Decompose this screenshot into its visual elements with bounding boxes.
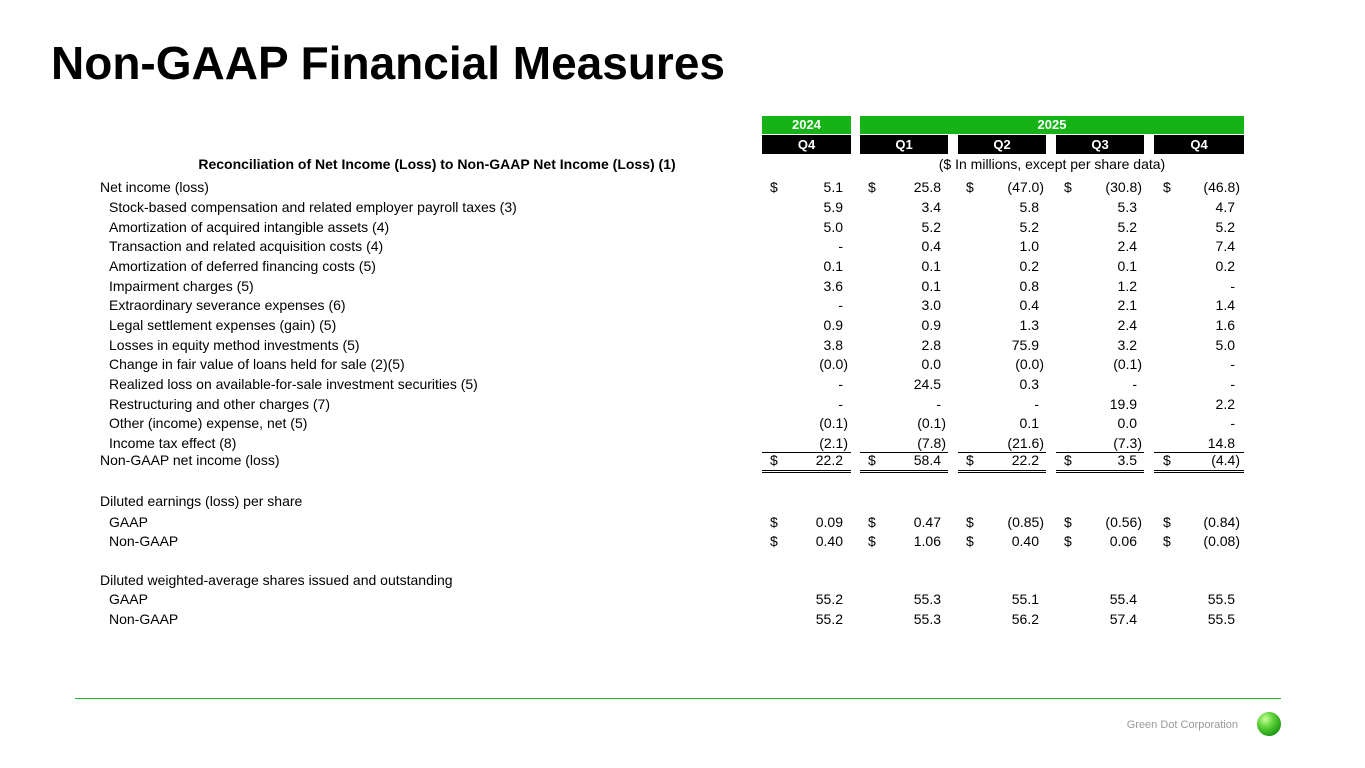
green-dot-logo-icon [1257, 712, 1281, 736]
row-label: Change in fair value of loans held for sale (2)(5) [109, 356, 405, 372]
cell-value: (0.1) [819, 415, 848, 431]
subtotal-underline [1056, 452, 1144, 453]
dollar-sign: $ [868, 179, 876, 195]
cell-value: 5.2 [1215, 219, 1235, 235]
table-row [0, 590, 1365, 609]
cell-value: 3.4 [921, 199, 941, 215]
cell-value: 57.4 [1109, 611, 1137, 627]
cell-value: 4.7 [1215, 199, 1235, 215]
cell-value: 0.1 [1117, 258, 1137, 274]
cell-value: (7.3) [1113, 435, 1142, 451]
row-label: Non-GAAP net income (loss) [100, 452, 280, 468]
row-label: Non-GAAP [109, 611, 179, 627]
table-row [0, 178, 1365, 197]
cell-value: (0.1) [917, 415, 946, 431]
cell-value: 58.4 [913, 452, 941, 468]
dollar-sign: $ [770, 514, 778, 530]
cell-value: (46.8) [1203, 179, 1240, 195]
row-label: Stock-based compensation and related employer payroll taxes (3) [109, 199, 517, 215]
cell-value: 3.8 [823, 337, 843, 353]
table-row [0, 492, 1365, 511]
cell-value: 1.0 [1019, 238, 1039, 254]
table-row [0, 610, 1365, 629]
dollar-sign: $ [770, 452, 778, 468]
row-label: Impairment charges (5) [109, 278, 254, 294]
cell-value: - [1230, 415, 1235, 431]
row-label: Non-GAAP [109, 533, 179, 549]
cell-value: 0.4 [1019, 297, 1039, 313]
row-label: Net income (loss) [100, 179, 209, 195]
cell-value: 0.1 [1019, 415, 1039, 431]
row-label: Realized loss on available-for-sale investment securities (5) [109, 376, 478, 392]
table-row [0, 395, 1365, 414]
cell-value: 55.5 [1207, 611, 1235, 627]
dollar-sign: $ [868, 533, 876, 549]
table-row [0, 375, 1365, 394]
row-label: Amortization of deferred financing costs (5) [109, 258, 376, 274]
cell-value: 5.9 [823, 199, 843, 215]
cell-value: 55.2 [815, 591, 843, 607]
table-row [0, 355, 1365, 374]
cell-value: 0.40 [1011, 533, 1039, 549]
row-label: Extraordinary severance expenses (6) [109, 297, 346, 313]
quarter-header-2025-q1: Q1 [860, 135, 948, 154]
cell-value: 5.0 [1215, 337, 1235, 353]
cell-value: 1.2 [1117, 278, 1137, 294]
cell-value: (0.56) [1105, 514, 1142, 530]
cell-value: 24.5 [913, 376, 941, 392]
row-label: Amortization of acquired intangible assets (4) [109, 219, 390, 235]
row-label: Losses in equity method investments (5) [109, 337, 360, 353]
cell-value: - [1230, 376, 1235, 392]
dollar-sign: $ [1064, 452, 1072, 468]
cell-value: 5.1 [823, 179, 843, 195]
subtotal-underline [958, 452, 1046, 453]
row-label: Restructuring and other charges (7) [109, 396, 330, 412]
cell-value: 22.2 [815, 452, 843, 468]
total-double-underline [1056, 470, 1144, 473]
total-double-underline [958, 470, 1046, 473]
row-label: Other (income) expense, net (5) [109, 415, 308, 431]
row-label: Diluted earnings (loss) per share [100, 493, 303, 509]
cell-value: 55.5 [1207, 591, 1235, 607]
cell-value: 0.9 [823, 317, 843, 333]
cell-value: 3.5 [1117, 452, 1137, 468]
cell-value: 0.0 [1117, 415, 1137, 431]
cell-value: - [1132, 376, 1137, 392]
reconciliation-title: Reconciliation of Net Income (Loss) to Non-GAAP Net Income (Loss) (1) [198, 156, 676, 172]
quarter-header-2025-q3: Q3 [1056, 135, 1144, 154]
cell-value: (0.0) [1015, 356, 1044, 372]
quarter-header-2024-q4: Q4 [762, 135, 851, 154]
cell-value: 55.2 [815, 611, 843, 627]
cell-value: 14.8 [1207, 435, 1235, 451]
cell-value: 0.1 [921, 258, 941, 274]
cell-value: 5.0 [823, 219, 843, 235]
cell-value: 1.6 [1215, 317, 1235, 333]
row-label: GAAP [109, 591, 148, 607]
dollar-sign: $ [770, 533, 778, 549]
cell-value: 5.8 [1019, 199, 1039, 215]
cell-value: 0.06 [1109, 533, 1137, 549]
quarter-header-2025-q2: Q2 [958, 135, 1046, 154]
cell-value: 7.4 [1215, 238, 1235, 254]
cell-value: 3.2 [1117, 337, 1137, 353]
cell-value: 2.2 [1215, 396, 1235, 412]
table-row [0, 296, 1365, 315]
cell-value: - [838, 396, 843, 412]
dollar-sign: $ [966, 514, 974, 530]
cell-value: - [838, 376, 843, 392]
cell-value: - [1230, 356, 1235, 372]
row-label: Legal settlement expenses (gain) (5) [109, 317, 337, 333]
table-row [0, 571, 1365, 590]
cell-value: 0.2 [1019, 258, 1039, 274]
cell-value: (21.6) [1007, 435, 1044, 451]
cell-value: 22.2 [1011, 452, 1039, 468]
cell-value: (2.1) [819, 435, 848, 451]
quarter-header-2025-q4: Q4 [1154, 135, 1244, 154]
total-double-underline [860, 470, 948, 473]
row-label: Transaction and related acquisition costs (4) [109, 238, 384, 254]
cell-value: 55.4 [1109, 591, 1137, 607]
cell-value: (47.0) [1007, 179, 1044, 195]
cell-value: (7.8) [917, 435, 946, 451]
dollar-sign: $ [1064, 514, 1072, 530]
total-double-underline [762, 470, 851, 473]
cell-value: 2.4 [1117, 238, 1137, 254]
cell-value: (4.4) [1211, 452, 1240, 468]
cell-value: (0.08) [1203, 533, 1240, 549]
cell-value: - [838, 238, 843, 254]
cell-value: 25.8 [913, 179, 941, 195]
cell-value: 0.47 [913, 514, 941, 530]
table-row [0, 336, 1365, 355]
table-row [0, 316, 1365, 335]
dollar-sign: $ [868, 452, 876, 468]
dollar-sign: $ [966, 452, 974, 468]
row-label: Income tax effect (8) [109, 435, 237, 451]
total-double-underline [1154, 470, 1244, 473]
footer-company-name: Green Dot Corporation [1126, 719, 1238, 731]
dollar-sign: $ [1163, 452, 1171, 468]
table-row [0, 218, 1365, 237]
table-row [0, 451, 1365, 470]
table-row [0, 237, 1365, 256]
subtotal-underline [860, 452, 948, 453]
dollar-sign: $ [868, 514, 876, 530]
cell-value: (0.85) [1007, 514, 1044, 530]
cell-value: 0.09 [815, 514, 843, 530]
cell-value: 55.1 [1011, 591, 1039, 607]
dollar-sign: $ [966, 179, 974, 195]
cell-value: 5.2 [1117, 219, 1137, 235]
cell-value: 0.0 [921, 356, 941, 372]
cell-value: 0.3 [1019, 376, 1039, 392]
year-header-2025: 2025 [860, 116, 1244, 134]
dollar-sign: $ [1064, 179, 1072, 195]
cell-value: 19.9 [1109, 396, 1137, 412]
cell-value: 5.2 [921, 219, 941, 235]
cell-value: 0.2 [1215, 258, 1235, 274]
cell-value: 56.2 [1011, 611, 1039, 627]
cell-value: 55.3 [913, 591, 941, 607]
table-row [0, 277, 1365, 296]
cell-value: (30.8) [1105, 179, 1142, 195]
table-row [0, 198, 1365, 217]
cell-value: 75.9 [1011, 337, 1039, 353]
cell-value: 0.40 [815, 533, 843, 549]
dollar-sign: $ [966, 533, 974, 549]
cell-value: 2.8 [921, 337, 941, 353]
dollar-sign: $ [1163, 179, 1171, 195]
cell-value: - [936, 396, 941, 412]
cell-value: 0.4 [921, 238, 941, 254]
dollar-sign: $ [1064, 533, 1072, 549]
cell-value: 0.9 [921, 317, 941, 333]
row-label: GAAP [109, 514, 148, 530]
page-title: Non-GAAP Financial Measures [51, 37, 725, 89]
dollar-sign: $ [1163, 514, 1171, 530]
year-header-2024: 2024 [762, 116, 851, 134]
units-note: ($ In millions, except per share data) [938, 156, 1166, 172]
cell-value: 2.4 [1117, 317, 1137, 333]
cell-value: (0.84) [1203, 514, 1240, 530]
dollar-sign: $ [770, 179, 778, 195]
row-label: Diluted weighted-average shares issued and outstanding [100, 572, 453, 588]
table-row [0, 414, 1365, 433]
footer-divider [75, 698, 1281, 699]
cell-value: 1.4 [1215, 297, 1235, 313]
dollar-sign: $ [1163, 533, 1171, 549]
cell-value: 5.2 [1019, 219, 1039, 235]
cell-value: 3.6 [823, 278, 843, 294]
cell-value: 3.0 [921, 297, 941, 313]
table-row [0, 532, 1365, 551]
cell-value: - [1230, 278, 1235, 294]
cell-value: - [838, 297, 843, 313]
table-row [0, 257, 1365, 276]
cell-value: 1.3 [1019, 317, 1039, 333]
cell-value: - [1034, 396, 1039, 412]
subtotal-underline [1154, 452, 1244, 453]
cell-value: (0.0) [819, 356, 848, 372]
cell-value: (0.1) [1113, 356, 1142, 372]
cell-value: 0.1 [921, 278, 941, 294]
cell-value: 2.1 [1117, 297, 1137, 313]
table-row [0, 513, 1365, 532]
cell-value: 55.3 [913, 611, 941, 627]
cell-value: 0.1 [823, 258, 843, 274]
subtotal-underline [762, 452, 851, 453]
cell-value: 1.06 [913, 533, 941, 549]
cell-value: 5.3 [1117, 199, 1137, 215]
cell-value: 0.8 [1019, 278, 1039, 294]
